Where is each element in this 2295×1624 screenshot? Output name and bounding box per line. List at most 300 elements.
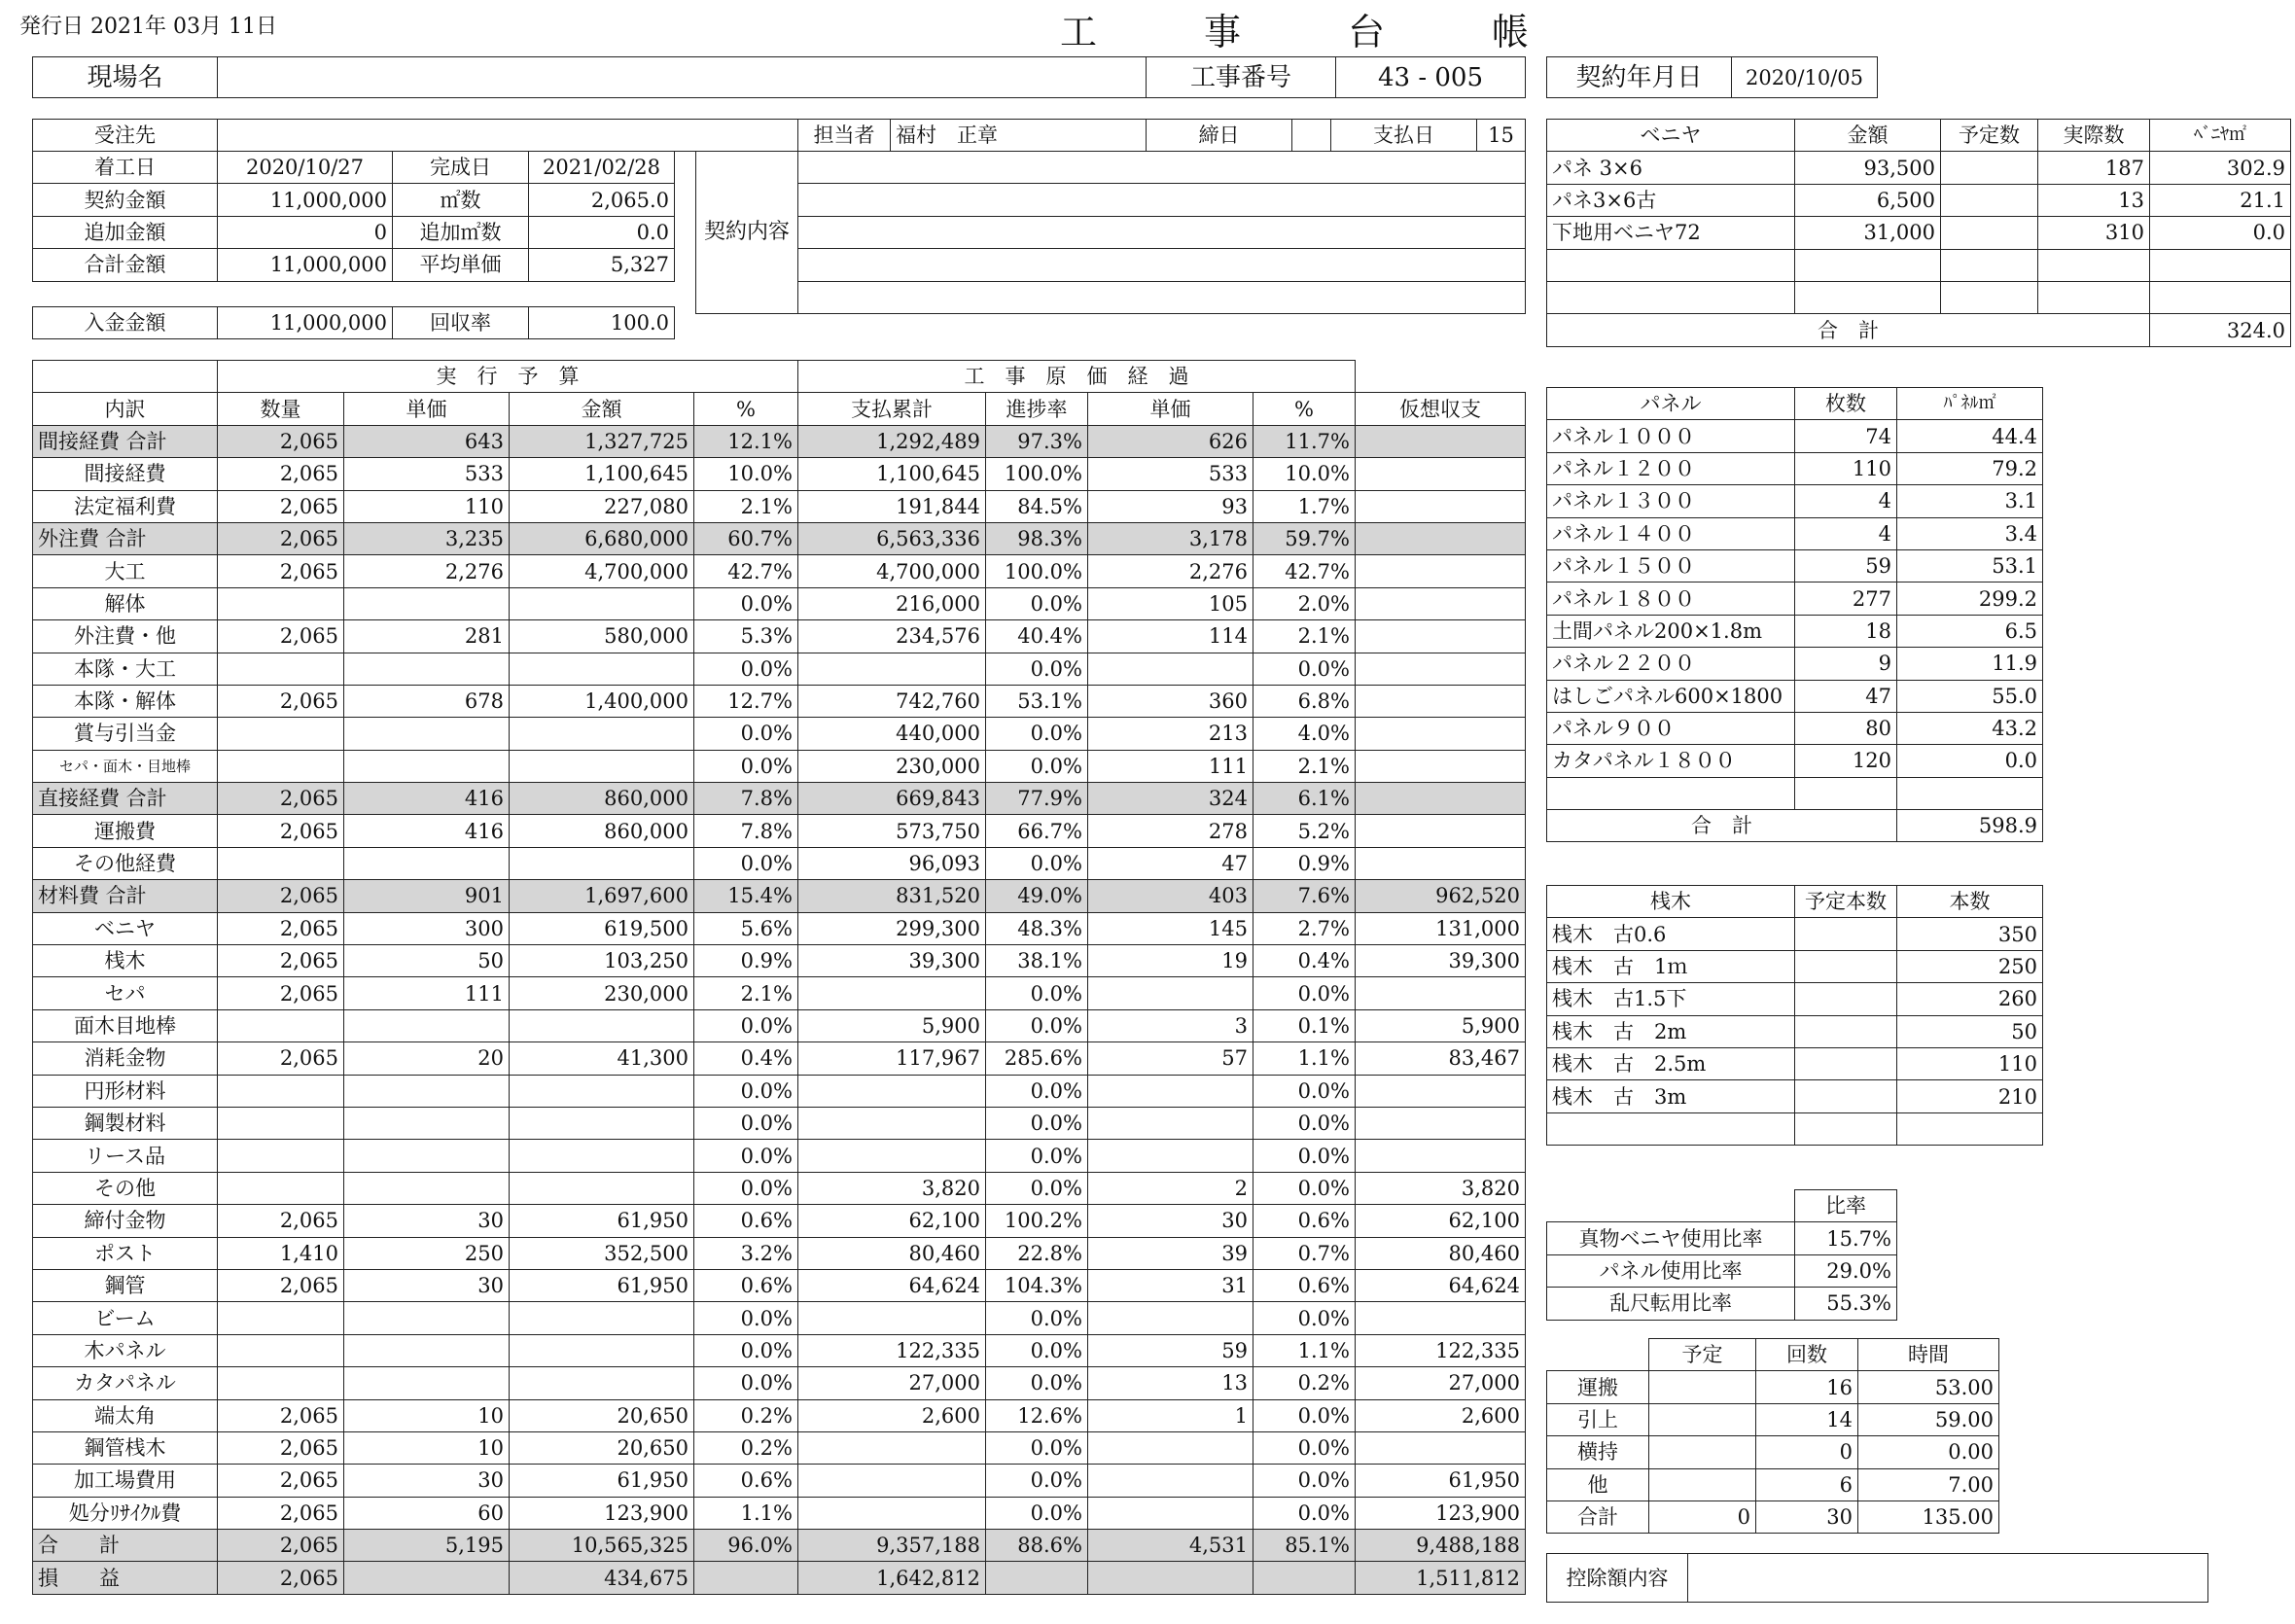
ledger-cell-cost-unit: 19 [1088, 945, 1253, 977]
ledger-cell-cost-unit: 105 [1088, 587, 1253, 619]
ledger-cell-virtual-balance: 61,950 [1356, 1465, 1526, 1497]
ledger-cell-pct: 0.6% [694, 1205, 798, 1237]
ledger-cell-item-name: 合 計 [33, 1530, 218, 1562]
ledger-cell-pct: 0.6% [694, 1465, 798, 1497]
ledger-cell-amount: 230,000 [510, 977, 694, 1009]
ledger-cell-amount [510, 1172, 694, 1204]
ledger-cell-progress: 0.0% [986, 847, 1088, 879]
transport-row [1547, 1468, 1999, 1500]
col-header-qty: 数量 [218, 393, 344, 425]
contract-date-table [1546, 56, 1878, 98]
ledger-cell-unit-price: 901 [344, 880, 510, 912]
received-amount-value: 11,000,000 [218, 307, 393, 339]
lumber-cell [1795, 950, 1897, 982]
panel-cell: 0.0 [1897, 745, 2043, 777]
job-number-label: 工事番号 [1147, 57, 1336, 98]
panel-cell: パネル１５００ [1547, 549, 1795, 582]
ledger-cell-pct: 60.7% [694, 522, 798, 554]
ledger-cell-unit-price [344, 587, 510, 619]
panel-row [1547, 485, 2043, 517]
ledger-row [33, 522, 1526, 554]
ledger-cell-pct: 0.0% [694, 1302, 798, 1334]
lumber-cell: 260 [1897, 983, 2043, 1015]
ledger-cell-progress: 0.0% [986, 1140, 1088, 1172]
site-name-label: 現場名 [33, 57, 218, 98]
lumber-row [1547, 1047, 2043, 1079]
ledger-cell-virtual-balance: 962,520 [1356, 880, 1526, 912]
ledger-cell-virtual-balance: 3,820 [1356, 1172, 1526, 1204]
ledger-cell-paid-total: 6,563,336 [798, 522, 986, 554]
plywood-row [1547, 249, 2291, 281]
ledger-cell-progress: 88.6% [986, 1530, 1088, 1562]
ledger-cell-pct: 7.8% [694, 783, 798, 815]
ledger-row [33, 1497, 1526, 1529]
start-date-value: 2020/10/27 [218, 152, 393, 184]
ledger-cell-amount: 20,650 [510, 1431, 694, 1464]
ledger-row [33, 1562, 1526, 1594]
ledger-cell-unit-price [344, 1075, 510, 1107]
ledger-cell-virtual-balance: 80,460 [1356, 1237, 1526, 1269]
ledger-row [33, 945, 1526, 977]
ledger-cell-paid-total: 5,900 [798, 1009, 986, 1041]
extra-amount-label: 追加金額 [33, 216, 218, 248]
ledger-cell-pct: 0.0% [694, 1172, 798, 1204]
plywood-cell [2150, 281, 2291, 313]
ledger-cell-cost-unit: 93 [1088, 490, 1253, 522]
panel-cell: 59 [1795, 549, 1897, 582]
ledger-cell-cost-unit: 57 [1088, 1042, 1253, 1075]
ledger-cell-qty: 2,065 [218, 1205, 344, 1237]
ledger-cell-cost-unit [1088, 1497, 1253, 1529]
ledger-cell-item-name: 鋼管 [33, 1269, 218, 1301]
ledger-cell-progress: 97.3% [986, 425, 1088, 457]
ledger-cell-cost-unit: 4,531 [1088, 1530, 1253, 1562]
ledger-cell-cost-pct: 0.0% [1253, 653, 1356, 685]
ledger-row [33, 458, 1526, 490]
ledger-cell-qty: 2,065 [218, 815, 344, 847]
ledger-cell-progress: 77.9% [986, 783, 1088, 815]
plywood-header: ベニヤ [1547, 120, 1795, 152]
plywood-cell [1795, 249, 1941, 281]
ledger-cell-cost-unit [1088, 1431, 1253, 1464]
ledger-cell-cost-pct: 0.0% [1253, 1302, 1356, 1334]
ledger-row [33, 783, 1526, 815]
ledger-cell-unit-price: 678 [344, 685, 510, 717]
ledger-cell-item-name: 間接経費 [33, 458, 218, 490]
ledger-cell-unit-price: 30 [344, 1205, 510, 1237]
plywood-row [1547, 281, 2291, 313]
ledger-cell-qty [218, 1075, 344, 1107]
plywood-cell: 187 [2038, 152, 2150, 184]
ledger-cell-progress: 22.8% [986, 1237, 1088, 1269]
ledger-row [33, 1431, 1526, 1464]
ledger-row [33, 1075, 1526, 1107]
ledger-cell-unit-price: 30 [344, 1269, 510, 1301]
finish-date-label: 完成日 [393, 152, 529, 184]
panel-cell: 277 [1795, 583, 1897, 615]
panel-cell: 4 [1795, 517, 1897, 549]
ledger-cell-paid-total: 39,300 [798, 945, 986, 977]
panel-row [1547, 420, 2043, 452]
ledger-cell-paid-total: 299,300 [798, 912, 986, 944]
transport-row [1547, 1403, 1999, 1435]
ledger-cell-paid-total: 9,357,188 [798, 1530, 986, 1562]
ledger-cell-paid-total: 1,100,645 [798, 458, 986, 490]
ledger-cell-unit-price: 20 [344, 1042, 510, 1075]
ledger-cell-unit-price [344, 1107, 510, 1139]
panel-header: パネル [1547, 388, 1795, 420]
ledger-cell-progress: 0.0% [986, 1075, 1088, 1107]
ledger-cell-progress: 100.0% [986, 458, 1088, 490]
ledger-cell-cost-unit: 324 [1088, 783, 1253, 815]
transport-cell [1649, 1468, 1756, 1500]
plywood-cell: 下地用ベニヤ72 [1547, 217, 1795, 249]
extra-area-value: 0.0 [529, 216, 675, 248]
ledger-cell-paid-total: 742,760 [798, 685, 986, 717]
lumber-cell [1795, 983, 1897, 1015]
ledger-cell-unit-price: 416 [344, 783, 510, 815]
ledger-cell-unit-price: 60 [344, 1497, 510, 1529]
ledger-cell-cost-pct: 0.0% [1253, 1107, 1356, 1139]
job-number-value: 43 - 005 [1336, 57, 1526, 98]
ledger-cell-progress: 48.3% [986, 912, 1088, 944]
ledger-cell-paid-total: 96,093 [798, 847, 986, 879]
client-row-table [32, 119, 1526, 152]
ledger-cell-amount: 860,000 [510, 815, 694, 847]
site-row-table [32, 56, 1526, 98]
deduction-table [1546, 1553, 2208, 1603]
ledger-cell-paid-total: 573,750 [798, 815, 986, 847]
ledger-cell-qty: 2,065 [218, 1399, 344, 1431]
transport-cell: 合計 [1547, 1500, 1649, 1533]
ledger-cell-paid-total: 64,624 [798, 1269, 986, 1301]
site-name-value [218, 57, 1147, 98]
transport-cell: 53.00 [1858, 1371, 1999, 1403]
ledger-cell-cost-unit: 13 [1088, 1367, 1253, 1399]
lumber-row [1547, 918, 2043, 950]
ledger-cell-cost-unit [1088, 1562, 1253, 1594]
panel-row [1547, 745, 2043, 777]
ledger-cell-cost-pct: 0.0% [1253, 1140, 1356, 1172]
ledger-cell-pct: 2.1% [694, 490, 798, 522]
ledger-cell-unit-price: 10 [344, 1431, 510, 1464]
plywood-row [1547, 184, 2291, 216]
lumber-row [1547, 1015, 2043, 1047]
transport-cell: 135.00 [1858, 1500, 1999, 1533]
lumber-cell: 桟木 古 2.5m [1547, 1047, 1795, 1079]
ledger-cell-cost-unit [1088, 1302, 1253, 1334]
transport-header: 回数 [1756, 1339, 1858, 1371]
contract-date-value: 2020/10/05 [1732, 57, 1878, 98]
ledger-row [33, 1237, 1526, 1269]
transport-cell: 運搬 [1547, 1371, 1649, 1403]
panel-cell: 44.4 [1897, 420, 2043, 452]
lumber-table [1546, 885, 2043, 1146]
ledger-cell-cost-pct: 7.6% [1253, 880, 1356, 912]
ledger-cell-amount [510, 847, 694, 879]
avg-price-value: 5,327 [529, 249, 675, 281]
ledger-cell-virtual-balance: 9,488,188 [1356, 1530, 1526, 1562]
col-header-amount: 金額 [510, 393, 694, 425]
lumber-cell: 110 [1897, 1047, 2043, 1079]
lumber-cell [1795, 1015, 1897, 1047]
ledger-cell-virtual-balance: 131,000 [1356, 912, 1526, 944]
ledger-cell-item-name: 締付金物 [33, 1205, 218, 1237]
ledger-row [33, 1367, 1526, 1399]
ledger-cell-amount: 860,000 [510, 783, 694, 815]
plywood-cell: 21.1 [2150, 184, 2291, 216]
ledger-cell-cost-unit: 3 [1088, 1009, 1253, 1041]
ledger-cell-cost-pct: 1.1% [1253, 1042, 1356, 1075]
ledger-cell-cost-pct: 0.9% [1253, 847, 1356, 879]
ledger-row [33, 1334, 1526, 1366]
ledger-cell-pct: 15.4% [694, 880, 798, 912]
ledger-cell-qty: 2,065 [218, 555, 344, 587]
ledger-cell-progress: 0.0% [986, 1431, 1088, 1464]
ledger-cell-progress: 0.0% [986, 1497, 1088, 1529]
ledger-cell-amount [510, 1075, 694, 1107]
ledger-cell-pct: 10.0% [694, 458, 798, 490]
ledger-cell-progress: 0.0% [986, 1009, 1088, 1041]
transport-cell: 14 [1756, 1403, 1858, 1435]
ledger-cell-item-name: リース品 [33, 1140, 218, 1172]
ledger-cell-paid-total: 440,000 [798, 718, 986, 750]
panel-cell: 6.5 [1897, 615, 2043, 647]
contract-content-line [798, 249, 1526, 281]
ledger-cell-item-name: 解体 [33, 587, 218, 619]
transport-cell [1649, 1371, 1756, 1403]
plywood-row [1547, 217, 2291, 249]
ledger-cell-item-name: 運搬費 [33, 815, 218, 847]
ledger-cell-cost-pct: 2.1% [1253, 620, 1356, 653]
area-value: 2,065.0 [529, 184, 675, 216]
ledger-cell-pct: 5.3% [694, 620, 798, 653]
ledger-cell-qty: 2,065 [218, 1562, 344, 1594]
ledger-cell-progress: 100.2% [986, 1205, 1088, 1237]
ledger-cell-qty [218, 1302, 344, 1334]
lumber-cell: 250 [1897, 950, 2043, 982]
transport-cell: 横持 [1547, 1436, 1649, 1468]
ledger-cell-cost-pct: 0.4% [1253, 945, 1356, 977]
ledger-cell-cost-pct: 1.7% [1253, 490, 1356, 522]
ledger-cell-pct: 5.6% [694, 912, 798, 944]
transport-table [1546, 1338, 1999, 1534]
ledger-row [33, 1269, 1526, 1301]
ledger-cell-progress: 38.1% [986, 945, 1088, 977]
lumber-header: 本数 [1897, 886, 2043, 918]
plywood-cell: 31,000 [1795, 217, 1941, 249]
ledger-cell-item-name: 材料費 合計 [33, 880, 218, 912]
ledger-cell-cost-unit: 360 [1088, 685, 1253, 717]
ledger-cell-amount: 4,700,000 [510, 555, 694, 587]
ledger-row [33, 880, 1526, 912]
ledger-cell-pct: 0.0% [694, 1367, 798, 1399]
ledger-cell-qty [218, 750, 344, 782]
panel-cell: 3.4 [1897, 517, 2043, 549]
ledger-cell-qty: 2,065 [218, 1497, 344, 1529]
plywood-total-label: 合 計 [1547, 314, 2150, 346]
panel-cell: パネル９００ [1547, 712, 1795, 744]
ledger-cell-unit-price [344, 1302, 510, 1334]
panel-table [1546, 387, 2043, 842]
ledger-cell-paid-total: 80,460 [798, 1237, 986, 1269]
ledger-cell-cost-pct: 42.7% [1253, 555, 1356, 587]
ledger-cell-amount [510, 750, 694, 782]
col-header-progress: 進捗率 [986, 393, 1088, 425]
plywood-cell [1941, 217, 2038, 249]
ledger-cell-progress: 0.0% [986, 1107, 1088, 1139]
ledger-row [33, 1172, 1526, 1204]
pay-day-value: 15 [1477, 120, 1526, 152]
ledger-cell-cost-unit [1088, 653, 1253, 685]
ledger-cell-cost-pct: 2.0% [1253, 587, 1356, 619]
ledger-table [32, 360, 1526, 1595]
contract-amount-label: 契約金額 [33, 184, 218, 216]
plywood-cell: パネ3×6古 [1547, 184, 1795, 216]
ledger-cell-cost-pct: 0.6% [1253, 1205, 1356, 1237]
transport-row [1547, 1500, 1999, 1533]
ledger-cell-pct: 0.9% [694, 945, 798, 977]
ledger-cell-paid-total [798, 1075, 986, 1107]
ledger-cell-cost-unit: 145 [1088, 912, 1253, 944]
lumber-cell: 桟木 古0.6 [1547, 918, 1795, 950]
ledger-cell-qty: 2,065 [218, 490, 344, 522]
ledger-cell-cost-unit: 626 [1088, 425, 1253, 457]
ledger-row [33, 425, 1526, 457]
ledger-cell-virtual-balance [1356, 1107, 1526, 1139]
ledger-cell-progress: 285.6% [986, 1042, 1088, 1075]
ledger-cell-cost-unit: 31 [1088, 1269, 1253, 1301]
ledger-cell-cost-pct: 5.2% [1253, 815, 1356, 847]
ledger-cell-amount: 1,400,000 [510, 685, 694, 717]
ledger-row [33, 1140, 1526, 1172]
ledger-cell-progress: 49.0% [986, 880, 1088, 912]
plywood-cell: 6,500 [1795, 184, 1941, 216]
panel-cell: 3.1 [1897, 485, 2043, 517]
ratio-table [1546, 1189, 1897, 1321]
ledger-cell-unit-price: 111 [344, 977, 510, 1009]
ledger-cell-cost-pct [1253, 1562, 1356, 1594]
ledger-cell-paid-total: 1,292,489 [798, 425, 986, 457]
ledger-cell-virtual-balance [1356, 1140, 1526, 1172]
ledger-cell-qty [218, 1172, 344, 1204]
lumber-cell: 桟木 古1.5下 [1547, 983, 1795, 1015]
ledger-cell-cost-unit: 1 [1088, 1399, 1253, 1431]
ledger-cell-amount: 61,950 [510, 1269, 694, 1301]
ledger-row [33, 1042, 1526, 1075]
ledger-row [33, 653, 1526, 685]
ledger-cell-amount: 1,100,645 [510, 458, 694, 490]
ledger-cell-pct: 0.0% [694, 1334, 798, 1366]
ledger-cell-virtual-balance [1356, 847, 1526, 879]
panel-cell [1547, 777, 1795, 809]
ledger-cell-qty [218, 1140, 344, 1172]
ledger-cell-cost-pct: 2.7% [1253, 912, 1356, 944]
ledger-cell-unit-price [344, 750, 510, 782]
ledger-row [33, 1107, 1526, 1139]
transport-cell: 0.00 [1858, 1436, 1999, 1468]
ledger-cell-amount: 434,675 [510, 1562, 694, 1594]
ledger-cell-unit-price: 30 [344, 1465, 510, 1497]
ledger-cell-virtual-balance: 2,600 [1356, 1399, 1526, 1431]
contract-content-line [798, 281, 1526, 313]
ratio-row [1547, 1254, 1897, 1287]
ledger-cell-item-name: 木パネル [33, 1334, 218, 1366]
ledger-cell-paid-total: 230,000 [798, 750, 986, 782]
col-header-unit-price: 単価 [344, 393, 510, 425]
ledger-row [33, 718, 1526, 750]
ledger-cell-amount: 227,080 [510, 490, 694, 522]
ledger-cell-progress [986, 1562, 1088, 1594]
ledger-cell-progress: 98.3% [986, 522, 1088, 554]
ledger-cell-virtual-balance [1356, 490, 1526, 522]
plywood-cell [1547, 281, 1795, 313]
ledger-cell-progress: 0.0% [986, 750, 1088, 782]
ledger-cell-qty: 2,065 [218, 912, 344, 944]
ledger-cell-pct: 0.6% [694, 1269, 798, 1301]
ratio-cell: 29.0% [1795, 1254, 1897, 1287]
panel-row [1547, 583, 2043, 615]
ledger-cell-virtual-balance: 39,300 [1356, 945, 1526, 977]
ledger-cell-paid-total: 669,843 [798, 783, 986, 815]
ledger-cell-unit-price: 643 [344, 425, 510, 457]
ledger-cell-virtual-balance: 64,624 [1356, 1269, 1526, 1301]
recovery-rate-value: 100.0 [529, 307, 675, 339]
plywood-total-row [1547, 314, 2291, 346]
transport-cell: 0 [1756, 1436, 1858, 1468]
ledger-cell-qty: 2,065 [218, 1530, 344, 1562]
ledger-cell-amount: 6,680,000 [510, 522, 694, 554]
document-title: 工 事 台 帳 [1060, 11, 1565, 53]
ratio-header-blank [1547, 1190, 1795, 1222]
ledger-cell-virtual-balance: 83,467 [1356, 1042, 1526, 1075]
panel-row [1547, 517, 2043, 549]
ledger-cell-virtual-balance: 62,100 [1356, 1205, 1526, 1237]
plywood-header: 予定数 [1941, 120, 2038, 152]
panel-cell: 土間パネル200×1.8m [1547, 615, 1795, 647]
ledger-cell-paid-total [798, 1302, 986, 1334]
lumber-cell: 桟木 古 1ｍ [1547, 950, 1795, 982]
ledger-cell-unit-price [344, 1334, 510, 1366]
ledger-cell-virtual-balance [1356, 718, 1526, 750]
ledger-cell-unit-price [344, 653, 510, 685]
ledger-cell-progress: 40.4% [986, 620, 1088, 653]
area-label: ㎡数 [393, 184, 529, 216]
ledger-row [33, 587, 1526, 619]
cost-group-header: 工 事 原 価 経 過 [798, 361, 1356, 393]
ledger-cell-paid-total: 3,820 [798, 1172, 986, 1204]
ledger-cell-progress: 53.1% [986, 685, 1088, 717]
ledger-cell-paid-total: 117,967 [798, 1042, 986, 1075]
panel-total-row [1547, 810, 2043, 842]
client-label: 受注先 [33, 120, 218, 152]
ledger-cell-qty [218, 718, 344, 750]
lumber-cell: 350 [1897, 918, 2043, 950]
ledger-cell-amount: 123,900 [510, 1497, 694, 1529]
ledger-cell-qty: 2,065 [218, 1465, 344, 1497]
deduction-label: 控除額内容 [1547, 1554, 1688, 1603]
ledger-cell-item-name: セパ [33, 977, 218, 1009]
col-header-pct: % [694, 393, 798, 425]
ledger-cell-progress: 0.0% [986, 1367, 1088, 1399]
panel-cell: 80 [1795, 712, 1897, 744]
ledger-cell-cost-unit: 278 [1088, 815, 1253, 847]
received-amount-label: 入金金額 [33, 307, 218, 339]
ledger-cell-virtual-balance [1356, 685, 1526, 717]
ledger-cell-cost-unit [1088, 1075, 1253, 1107]
ledger-cell-pct: 0.0% [694, 1107, 798, 1139]
ledger-cell-item-name: 消耗金物 [33, 1042, 218, 1075]
